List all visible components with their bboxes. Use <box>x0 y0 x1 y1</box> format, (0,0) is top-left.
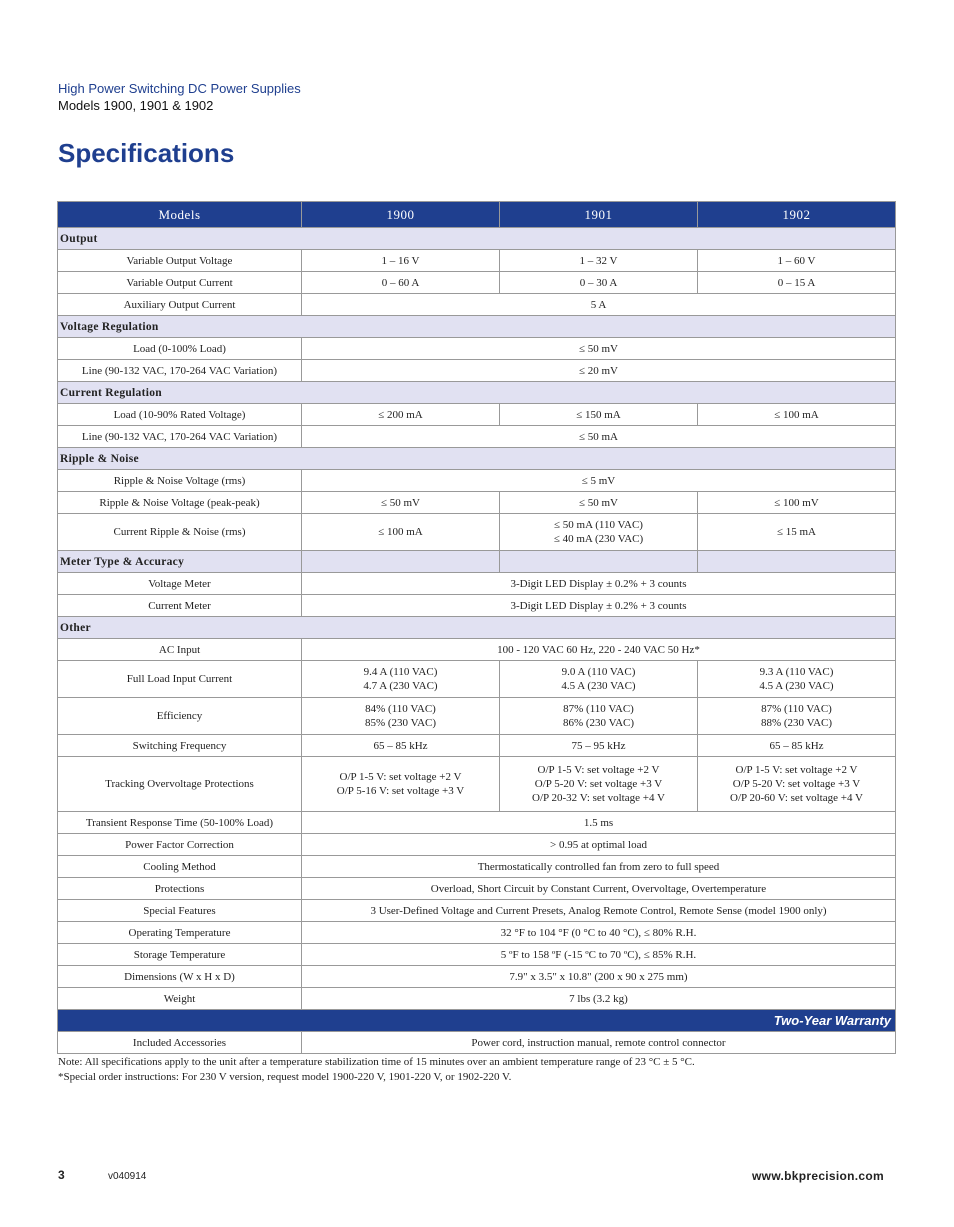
cell: 0 – 15 A <box>698 272 896 294</box>
cell-line: 9.3 A (110 VAC) <box>759 666 834 678</box>
cell: 3-Digit LED Display ± 0.2% + 3 counts <box>302 573 896 595</box>
cell: 1.5 ms <box>302 812 896 834</box>
cell-line: O/P 1-5 V: set voltage +2 V <box>735 764 858 776</box>
cell <box>500 757 698 812</box>
cell: ≤ 100 mA <box>698 404 896 426</box>
cell <box>302 757 500 812</box>
blank-cell <box>698 551 896 573</box>
page-title: Specifications <box>58 138 235 168</box>
section-ripple-noise <box>58 448 896 470</box>
cell: Overload, Short Circuit by Constant Current, Overvoltage, Overtemperature <box>302 878 896 900</box>
section-other <box>58 617 896 639</box>
page-number: 3 <box>58 1168 65 1182</box>
header-1902: 1902 <box>698 202 896 228</box>
cell: Thermostatically controlled fan from zero to full speed <box>302 856 896 878</box>
cell-line: 87% (110 VAC) <box>761 703 832 715</box>
product-line-heading: High Power Switching DC Power Supplies <box>58 81 301 96</box>
table-row <box>58 856 896 878</box>
table-row <box>58 338 896 360</box>
row-label: Special Features <box>58 900 302 922</box>
row-label: Line (90-132 VAC, 170-264 VAC Variation) <box>58 360 302 382</box>
cell-line: 4.5 A (230 VAC) <box>759 680 834 692</box>
cell <box>302 661 500 698</box>
row-label: Weight <box>58 988 302 1010</box>
row-label: Switching Frequency <box>58 735 302 757</box>
cell-line: O/P 5-16 V: set voltage +3 V <box>336 785 465 797</box>
table-row <box>58 492 896 514</box>
row-label: Line (90-132 VAC, 170-264 VAC Variation) <box>58 426 302 448</box>
table-row <box>58 1032 896 1054</box>
row-label: Load (10-90% Rated Voltage) <box>58 404 302 426</box>
table-row <box>58 698 896 735</box>
cell: ≤ 50 mV <box>302 492 500 514</box>
cell-line: 85% (230 VAC) <box>364 717 437 729</box>
cell: ≤ 50 mV <box>302 338 896 360</box>
cell-line: 9.0 A (110 VAC) <box>561 666 636 678</box>
table-row <box>58 735 896 757</box>
cell-line: O/P 20-32 V: set voltage +4 V <box>532 792 665 804</box>
cell: 7 lbs (3.2 kg) <box>302 988 896 1010</box>
section-current-regulation <box>58 382 896 404</box>
table-row <box>58 757 896 812</box>
footnote-special-order: *Special order instructions: For 230 V version, request model 1900-220 V, 1901-220 V, or 1902-220 V. <box>58 1071 512 1083</box>
document-version: v040914 <box>108 1171 147 1182</box>
cell: 75 – 95 kHz <box>500 735 698 757</box>
cell <box>698 757 896 812</box>
row-label: Storage Temperature <box>58 944 302 966</box>
section-label: Other <box>58 617 896 639</box>
table-row <box>58 250 896 272</box>
table-row <box>58 966 896 988</box>
table-row <box>58 922 896 944</box>
cell: Power cord, instruction manual, remote control connector <box>302 1032 896 1054</box>
cell: 3-Digit LED Display ± 0.2% + 3 counts <box>302 595 896 617</box>
row-label: Transient Response Time (50-100% Load) <box>58 812 302 834</box>
row-label: Power Factor Correction <box>58 834 302 856</box>
cell-line: O/P 20-60 V: set voltage +4 V <box>730 792 863 804</box>
website-url: www.bkprecision.com <box>752 1169 884 1183</box>
header-models: Models <box>58 202 302 228</box>
row-label: AC Input <box>58 639 302 661</box>
cell: 0 – 30 A <box>500 272 698 294</box>
cell-line: O/P 1-5 V: set voltage +2 V <box>537 764 660 776</box>
cell: ≤ 100 mV <box>698 492 896 514</box>
row-label: Dimensions (W x H x D) <box>58 966 302 988</box>
header-1900: 1900 <box>302 202 500 228</box>
row-label: Protections <box>58 878 302 900</box>
row-label: Operating Temperature <box>58 922 302 944</box>
table-row <box>58 360 896 382</box>
table-row <box>58 988 896 1010</box>
cell-line: 86% (230 VAC) <box>562 717 635 729</box>
warranty-label: Two-Year Warranty <box>58 1010 896 1032</box>
table-row <box>58 639 896 661</box>
cell-line: O/P 5-20 V: set voltage +3 V <box>732 778 861 790</box>
cell: 1 – 60 V <box>698 250 896 272</box>
row-label: Full Load Input Current <box>58 661 302 698</box>
table-row <box>58 661 896 698</box>
table-row <box>58 944 896 966</box>
row-label: Tracking Overvoltage Protections <box>58 757 302 812</box>
table-row <box>58 294 896 316</box>
table-row <box>58 812 896 834</box>
row-label: Voltage Meter <box>58 573 302 595</box>
footnote-specifications: Note: All specifications apply to the unit after a temperature stabilization time of 15 minutes over an ambient temperature range of 23 °C ± 5 °C. <box>58 1056 695 1068</box>
table-row <box>58 900 896 922</box>
row-label: Auxiliary Output Current <box>58 294 302 316</box>
cell <box>698 698 896 735</box>
cell-line: 4.5 A (230 VAC) <box>561 680 636 692</box>
cell-line: ≤ 50 mA (110 VAC) <box>554 519 643 531</box>
blank-cell <box>500 551 698 573</box>
section-voltage-regulation <box>58 316 896 338</box>
cell: ≤ 15 mA <box>698 514 896 551</box>
cell-line: 88% (230 VAC) <box>760 717 833 729</box>
row-label: Variable Output Voltage <box>58 250 302 272</box>
table-row <box>58 878 896 900</box>
cell: 1 – 32 V <box>500 250 698 272</box>
section-label: Meter Type & Accuracy <box>58 551 302 573</box>
row-label: Ripple & Noise Voltage (peak-peak) <box>58 492 302 514</box>
cell: 0 – 60 A <box>302 272 500 294</box>
cell-line: O/P 1-5 V: set voltage +2 V <box>339 771 462 783</box>
row-label: Ripple & Noise Voltage (rms) <box>58 470 302 492</box>
cell: ≤ 20 mV <box>302 360 896 382</box>
specifications-table <box>57 201 896 1054</box>
warranty-banner <box>58 1010 896 1032</box>
row-label: Variable Output Current <box>58 272 302 294</box>
cell-line: O/P 5-20 V: set voltage +3 V <box>534 778 663 790</box>
table-row <box>58 514 896 551</box>
cell: ≤ 100 mA <box>302 514 500 551</box>
section-label: Output <box>58 228 896 250</box>
cell: > 0.95 at optimal load <box>302 834 896 856</box>
section-label: Ripple & Noise <box>58 448 896 470</box>
row-label: Included Accessories <box>58 1032 302 1054</box>
cell: ≤ 50 mV <box>500 492 698 514</box>
cell: 65 – 85 kHz <box>698 735 896 757</box>
table-row <box>58 573 896 595</box>
cell-line: 87% (110 VAC) <box>563 703 634 715</box>
cell: ≤ 150 mA <box>500 404 698 426</box>
cell: ≤ 5 mV <box>302 470 896 492</box>
cell <box>500 514 698 551</box>
row-label: Efficiency <box>58 698 302 735</box>
cell: ≤ 50 mA <box>302 426 896 448</box>
cell: ≤ 200 mA <box>302 404 500 426</box>
table-row <box>58 272 896 294</box>
header-1901: 1901 <box>500 202 698 228</box>
cell <box>302 698 500 735</box>
cell: 1 – 16 V <box>302 250 500 272</box>
table-row <box>58 470 896 492</box>
cell: 7.9" x 3.5" x 10.8" (200 x 90 x 275 mm) <box>302 966 896 988</box>
section-label: Current Regulation <box>58 382 896 404</box>
table-row <box>58 404 896 426</box>
table-row <box>58 595 896 617</box>
cell: 32 °F to 104 °F (0 °C to 40 °C), ≤ 80% R.H. <box>302 922 896 944</box>
cell: 100 - 120 VAC 60 Hz, 220 - 240 VAC 50 Hz* <box>302 639 896 661</box>
models-subheading: Models 1900, 1901 & 1902 <box>58 98 214 113</box>
table-row <box>58 426 896 448</box>
cell <box>500 698 698 735</box>
section-meter <box>58 551 896 573</box>
cell-line: 4.7 A (230 VAC) <box>363 680 438 692</box>
cell-line: 9.4 A (110 VAC) <box>363 666 438 678</box>
cell: 3 User-Defined Voltage and Current Presets, Analog Remote Control, Remote Sense (model 1900 only) <box>302 900 896 922</box>
cell-line: 84% (110 VAC) <box>365 703 436 715</box>
row-label: Load (0-100% Load) <box>58 338 302 360</box>
row-label: Current Meter <box>58 595 302 617</box>
cell: 5 ºF to 158 ºF (-15 ºC to 70 ºC), ≤ 85% R.H. <box>302 944 896 966</box>
blank-cell <box>302 551 500 573</box>
row-label: Cooling Method <box>58 856 302 878</box>
cell: 5 A <box>302 294 896 316</box>
section-output <box>58 228 896 250</box>
cell: 65 – 85 kHz <box>302 735 500 757</box>
row-label: Current Ripple & Noise (rms) <box>58 514 302 551</box>
cell-line: ≤ 40 mA (230 VAC) <box>553 533 644 545</box>
section-label: Voltage Regulation <box>58 316 896 338</box>
cell <box>698 661 896 698</box>
cell <box>500 661 698 698</box>
table-header-row <box>58 202 896 228</box>
table-row <box>58 834 896 856</box>
